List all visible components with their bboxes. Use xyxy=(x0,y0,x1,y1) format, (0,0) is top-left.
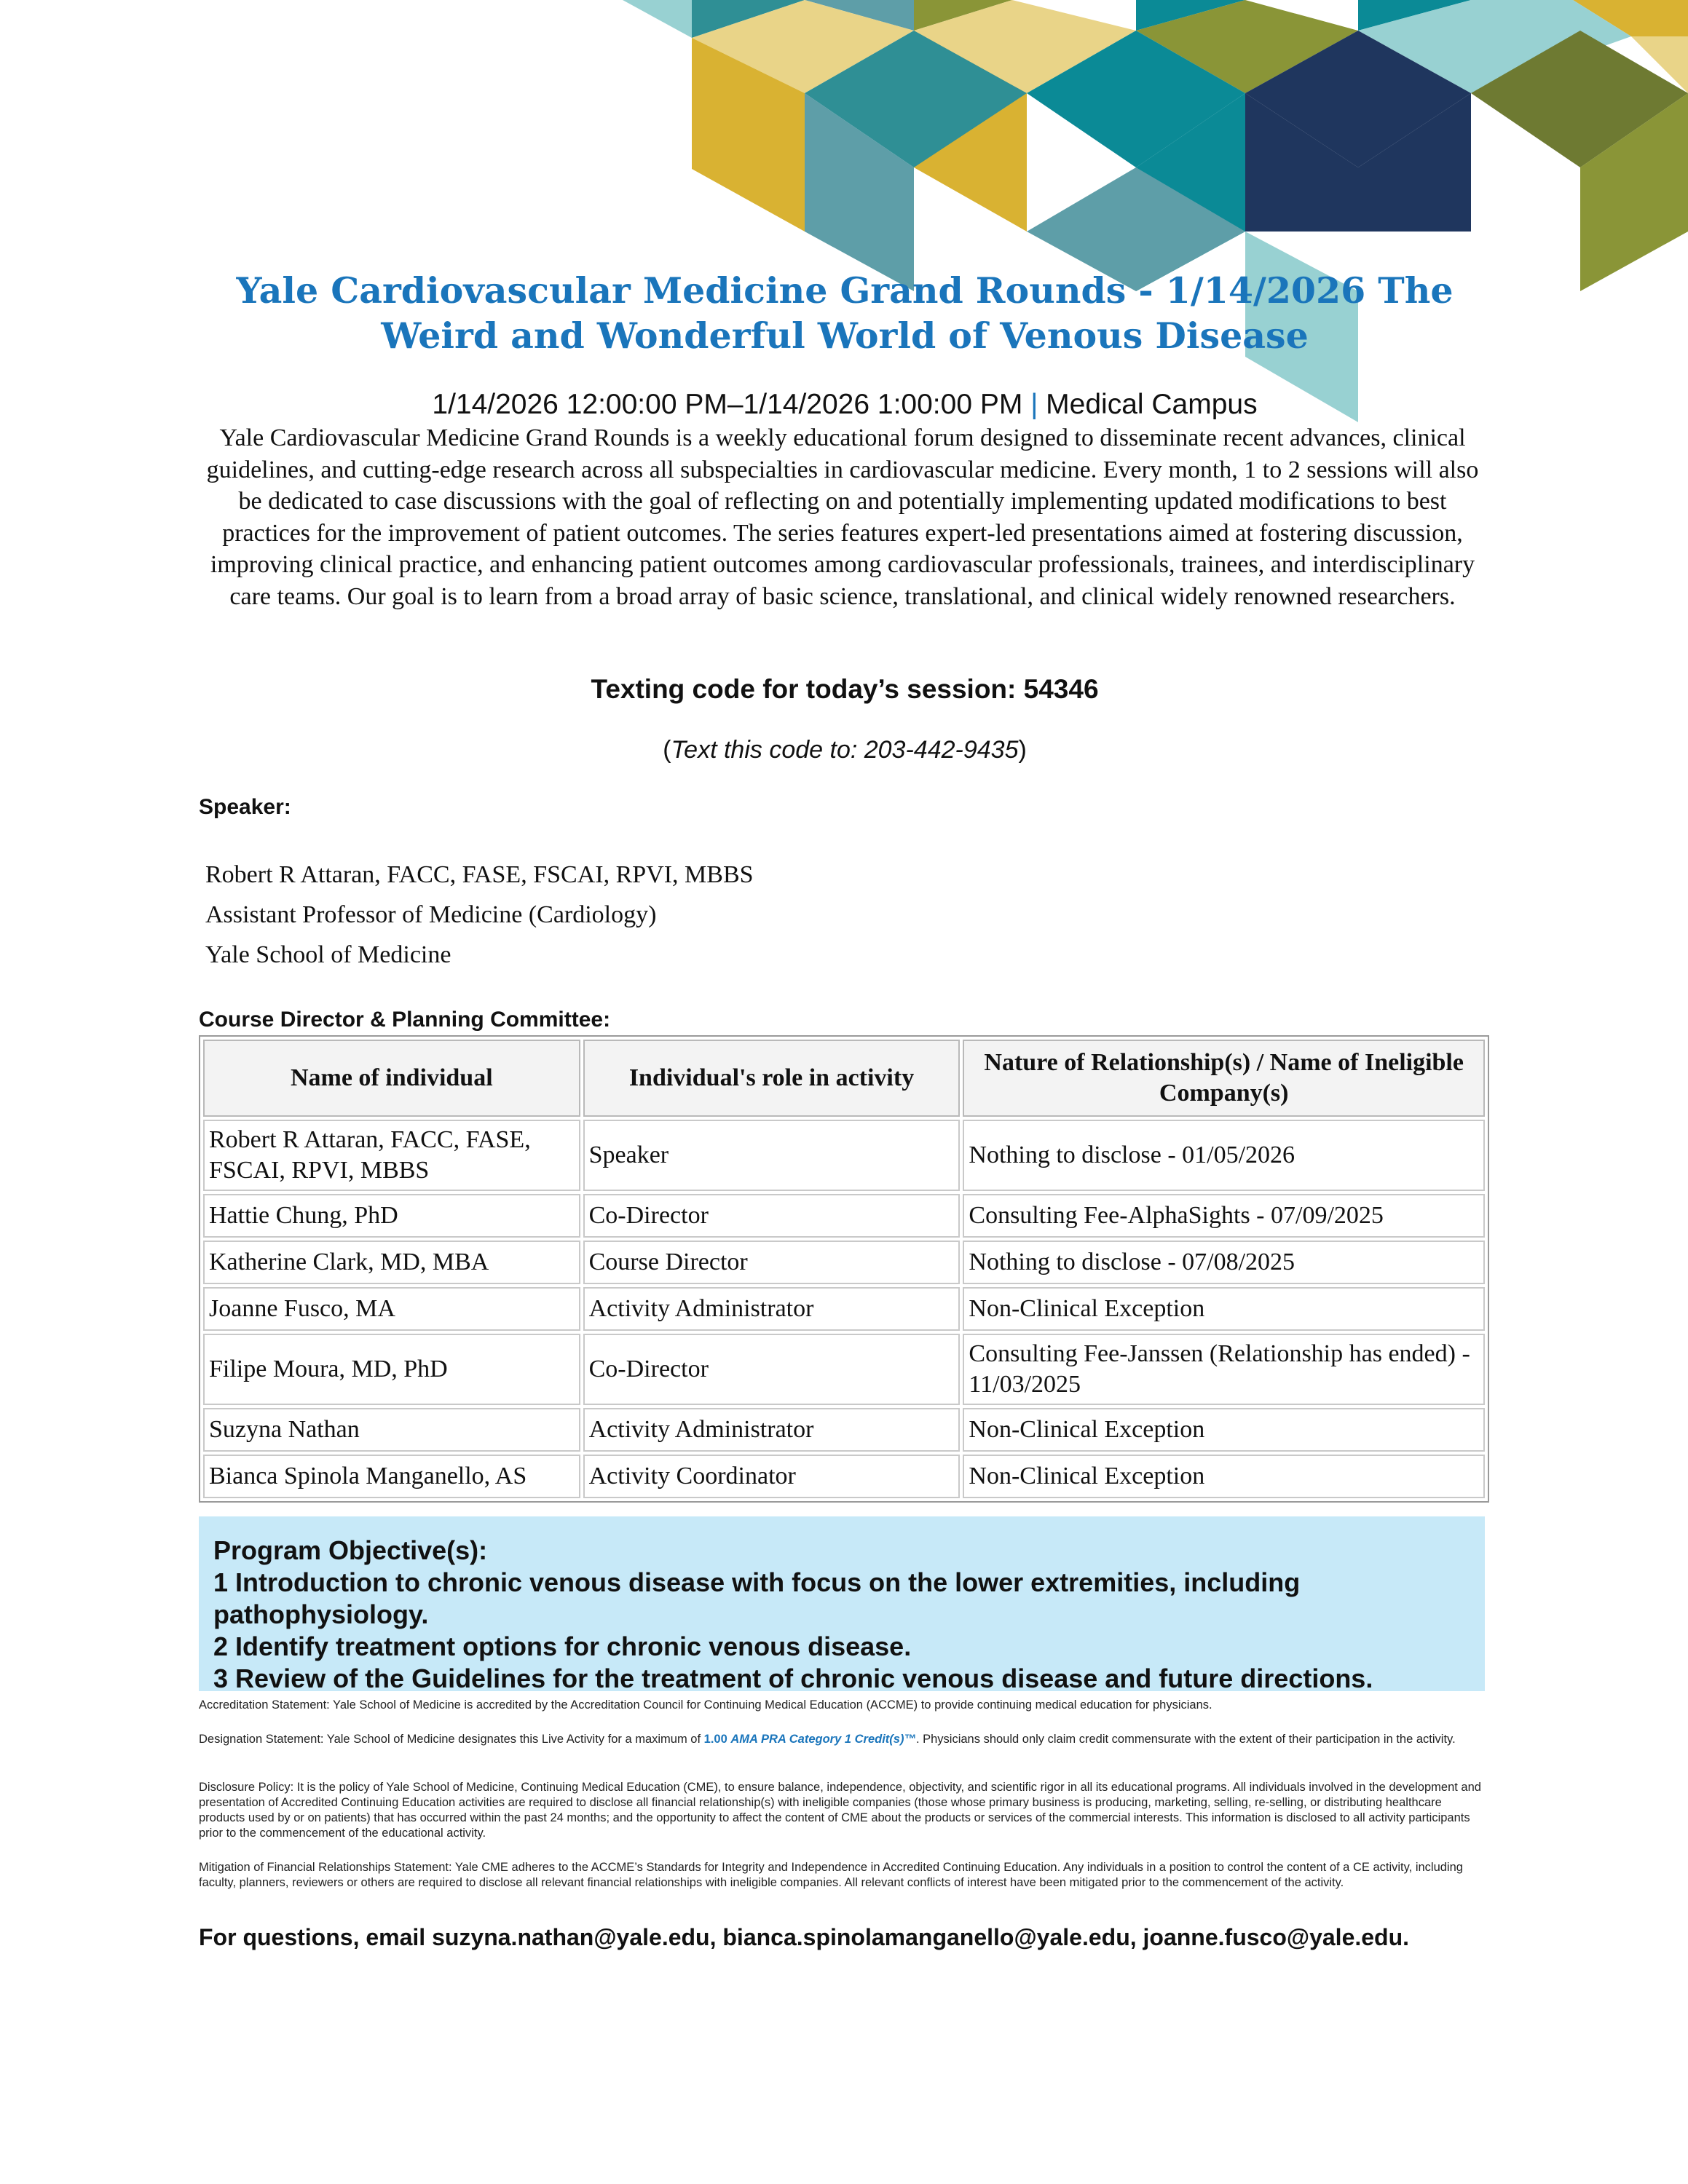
paren-open: ( xyxy=(663,736,671,764)
series-description: Yale Cardiovascular Medicine Grand Rounds is a weekly educational forum designed to disseminate recent advances, clinical guidelines, and cutting-edge research across all subspecialties in cardiovascular medicine. Every month, 1 to 2 sessions will also be dedicated to case discussions with the goal of reflecting on and potentially implementing updated modifications to best practices for the improvement of patient outcomes. The series features expert-led presentations aimed at fostering discussion, improving clinical practice, and enhancing patient outcomes among cardiovascular professionals, trainees, and interdisciplinary care teams. Our goal is to learn from a broad array of basic science, translational, and clinical widely renowned researchers. xyxy=(206,424,1479,610)
decorative-cube-pattern xyxy=(0,0,1688,437)
cell-relationship: Consulting Fee-AlphaSights - 07/09/2025 xyxy=(963,1194,1485,1238)
cell-name: Katherine Clark, MD, MBA xyxy=(203,1241,580,1284)
mitigation-statement: Mitigation of Financial Relationships Statement: Yale CME adheres to the ACCME’s Standards for Integrity and Independence in Accredited Continuing Education. Any individuals in a position to control the content of a CE activity, including faculty, planners, reviewers or others are required to disclose all relevant financial relationships with ineligible companies. All relevant conflicts of interest have been mitigated prior to the commencement of the activity. xyxy=(199,1861,1463,1889)
designation-prefix: Designation Statement: Yale School of Medicine designates this Live Activity for a maximum of xyxy=(199,1733,701,1746)
speaker-label: Speaker: xyxy=(199,795,291,819)
page-title: Yale Cardiovascular Medicine Grand Rounds - 1/14/2026 The Weird and Wonderful World of Venous Disease xyxy=(236,269,1454,357)
objective-item: 3 Review of the Guidelines for the treatment of chronic venous disease and future directions. xyxy=(213,1663,1373,1693)
table-row xyxy=(203,1194,1485,1238)
credit-amount xyxy=(704,1733,916,1746)
credit-hours: 1.00 xyxy=(703,1733,727,1746)
texting-instruction-text: Text this code to: 203-442-9435 xyxy=(671,736,1019,764)
cell-name: Hattie Chung, PhD xyxy=(203,1194,580,1238)
contact-line: For questions, email suzyna.nathan@yale.edu, bianca.spinolamanganello@yale.edu, joanne.fusco@yale.edu. xyxy=(199,1924,1410,1950)
texting-code: Texting code for today’s session: 54346 xyxy=(591,674,1099,704)
table-header-row xyxy=(203,1040,1485,1117)
column-header-relationship: Nature of Relationship(s) / Name of Ineligible Company(s) xyxy=(963,1040,1485,1117)
cell-role: Speaker xyxy=(583,1120,961,1191)
texting-instruction xyxy=(189,734,1500,766)
table-row xyxy=(203,1334,1485,1405)
cell-relationship: Consulting Fee-Janssen (Relationship has ended) - 11/03/2025 xyxy=(963,1334,1485,1405)
column-header-role: Individual's role in activity xyxy=(583,1040,961,1117)
accreditation-statement: Accreditation Statement: Yale School of Medicine is accredited by the Accreditation Council for Continuing Medical Education (ACCME) to provide continuing medical education for physicians. xyxy=(199,1698,1212,1712)
cube-face xyxy=(623,0,692,38)
cell-name: Suzyna Nathan xyxy=(203,1408,580,1452)
objective-item: 1 Introduction to chronic venous disease with focus on the lower extremities, including pathophysiology. xyxy=(213,1567,1301,1629)
table-row xyxy=(203,1287,1485,1331)
cell-name: Robert R Attaran, FACC, FASE, FSCAI, RPVI, MBBS xyxy=(203,1120,580,1191)
objective-item: 2 Identify treatment options for chronic venous disease. xyxy=(213,1631,912,1661)
cell-role: Activity Administrator xyxy=(583,1287,961,1331)
program-objectives xyxy=(213,1535,1480,1695)
dateline-separator: | xyxy=(1030,389,1038,420)
event-datetime: 1/14/2026 12:00:00 PM–1/14/2026 1:00:00 PM xyxy=(432,389,1023,420)
cell-name: Joanne Fusco, MA xyxy=(203,1287,580,1331)
cell-role: Co-Director xyxy=(583,1194,961,1238)
committee-table xyxy=(199,1035,1489,1503)
speaker-institution: Yale School of Medicine xyxy=(205,941,451,968)
event-dateline xyxy=(189,387,1500,422)
event-location: Medical Campus xyxy=(1046,389,1258,420)
cell-relationship: Nothing to disclose - 07/08/2025 xyxy=(963,1241,1485,1284)
cell-role: Course Director xyxy=(583,1241,961,1284)
cell-role: Activity Coordinator xyxy=(583,1455,961,1498)
objectives-heading: Program Objective(s): xyxy=(213,1535,488,1565)
table-row xyxy=(203,1455,1485,1498)
table-row xyxy=(203,1241,1485,1284)
committee-label: Course Director & Planning Committee: xyxy=(199,1008,611,1032)
cell-relationship: Nothing to disclose - 01/05/2026 xyxy=(963,1120,1485,1191)
cell-relationship: Non-Clinical Exception xyxy=(963,1408,1485,1452)
column-header-name: Name of individual xyxy=(203,1040,580,1117)
designation-suffix: . Physicians should only claim credit commensurate with the extent of their participation in the activity. xyxy=(915,1733,1456,1746)
cell-relationship: Non-Clinical Exception xyxy=(963,1455,1485,1498)
table-row xyxy=(203,1120,1485,1191)
speaker-name: Robert R Attaran, FACC, FASE, FSCAI, RPVI, MBBS xyxy=(205,861,754,888)
cell-role: Activity Administrator xyxy=(583,1408,961,1452)
credit-name: AMA PRA Category 1 Credit(s)™ xyxy=(730,1733,916,1746)
table-row xyxy=(203,1408,1485,1452)
designation-statement xyxy=(199,1732,1488,1747)
speaker-block xyxy=(205,855,754,975)
cell-relationship: Non-Clinical Exception xyxy=(963,1287,1485,1331)
cell-name: Bianca Spinola Manganello, AS xyxy=(203,1455,580,1498)
paren-close: ) xyxy=(1018,736,1027,764)
cell-name: Filipe Moura, MD, PhD xyxy=(203,1334,580,1405)
speaker-title: Assistant Professor of Medicine (Cardiology) xyxy=(205,901,657,928)
cell-role: Co-Director xyxy=(583,1334,961,1405)
disclosure-policy: Disclosure Policy: It is the policy of Yale School of Medicine, Continuing Medical Education (CME), to ensure balance, independence, objectivity, and scientific rigor in all its educational programs. All individuals involved in the development and presentation of Accredited Continuing Education activities are required to disclose all financial relationship(s) with ineligible companies (those whose primary business is producing, marketing, selling, re-selling, or distributing healthcare products used by or on patients) that has occurred within the past 24 months; and the opportunity to affect the content of CME about the products or services of the commercial interests. This information is disclosed to all activity participants prior to the commencement of the educational activity. xyxy=(199,1781,1481,1840)
